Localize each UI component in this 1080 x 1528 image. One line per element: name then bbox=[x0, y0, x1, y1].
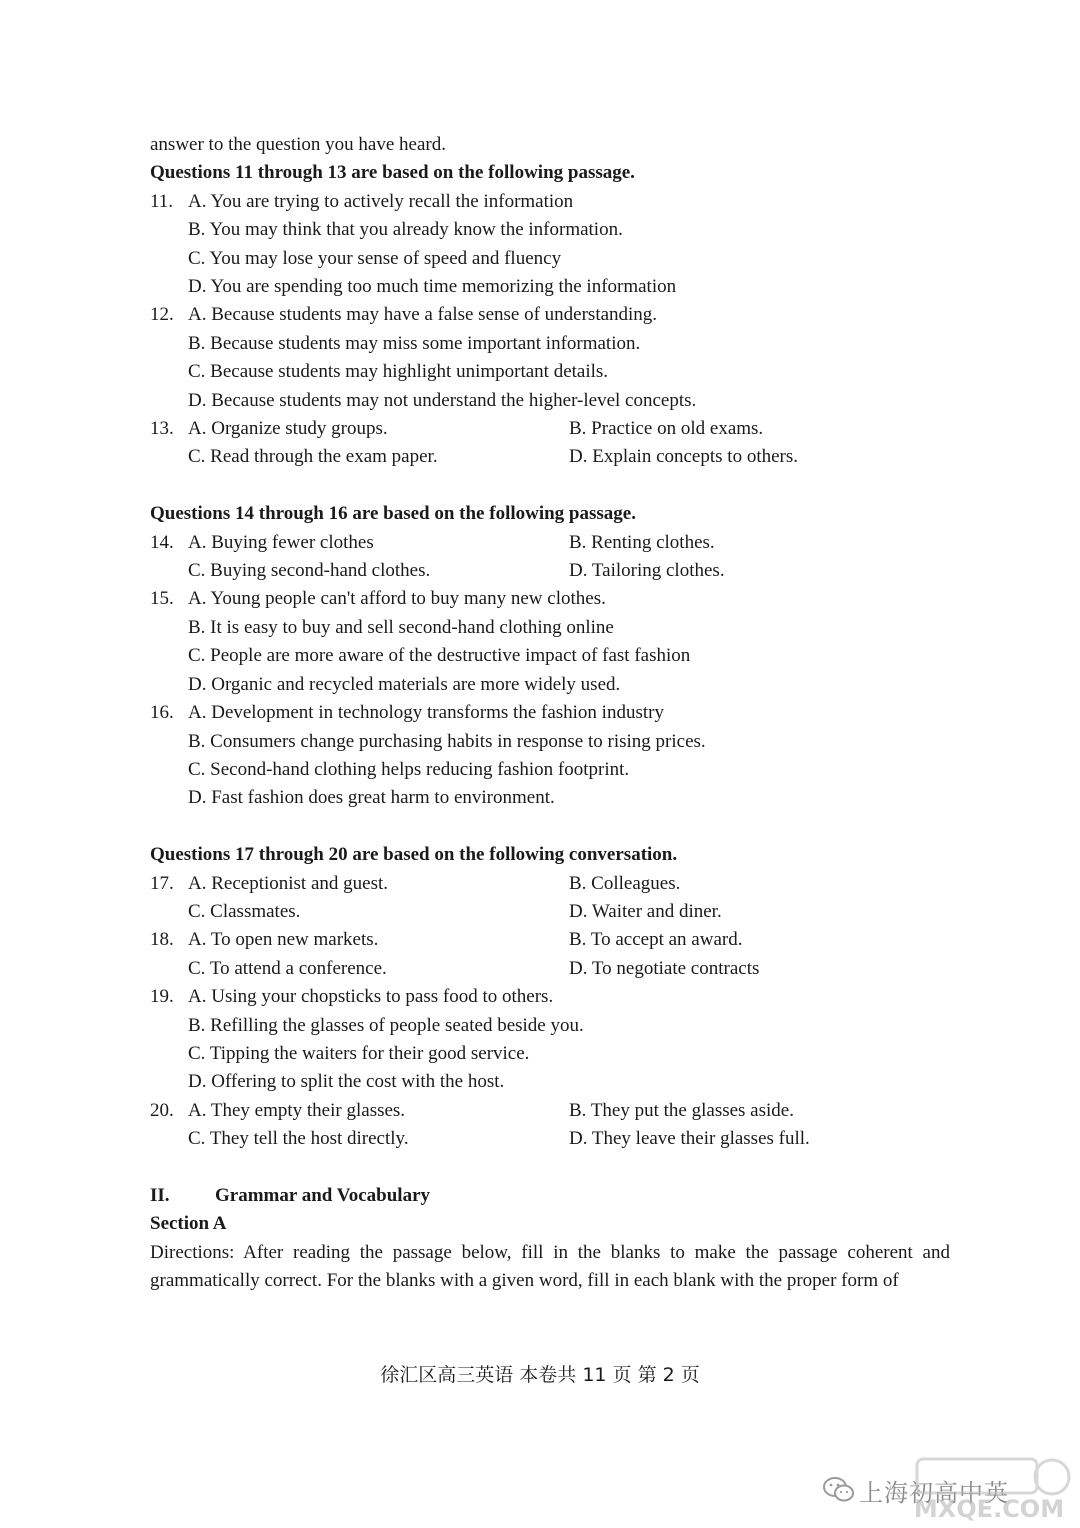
option-a: A. Buying fewer clothes bbox=[188, 531, 374, 553]
option-b: B. They put the glasses aside. bbox=[569, 1099, 794, 1121]
question-19 bbox=[150, 983, 950, 1011]
option-a: A. Receptionist and guest. bbox=[188, 872, 388, 894]
question-15-option-row bbox=[150, 671, 950, 699]
question-number: 13. bbox=[150, 418, 174, 440]
option-a: A. You are trying to actively recall the information bbox=[188, 190, 574, 212]
option-b: B. Because students may miss some important information. bbox=[188, 332, 641, 354]
question-17-option-row bbox=[150, 898, 950, 926]
question-16-option-row bbox=[150, 784, 950, 812]
question-19-option-row bbox=[150, 1012, 950, 1040]
watermark-text: 上海初高中英 bbox=[859, 1479, 1009, 1507]
question-number: 11. bbox=[150, 190, 174, 212]
question-18-option-row bbox=[150, 955, 950, 983]
question-13 bbox=[150, 415, 950, 443]
question-15-option-row bbox=[150, 642, 950, 670]
section-heading bbox=[150, 1182, 950, 1210]
watermark-logo-text: MXQE.COM bbox=[913, 1495, 1065, 1521]
section-number: II. bbox=[150, 1184, 170, 1206]
option-c: C. You may lose your sense of speed and fluency bbox=[188, 247, 562, 269]
option-d: D. Explain concepts to others. bbox=[569, 446, 799, 468]
question-18 bbox=[150, 926, 950, 954]
question-13-option-row bbox=[150, 443, 950, 471]
question-12-option-row bbox=[150, 358, 950, 386]
question-20-option-row bbox=[150, 1125, 950, 1153]
question-number: 15. bbox=[150, 588, 174, 610]
exam-page bbox=[150, 131, 950, 1296]
intro-line: answer to the question you have heard. bbox=[150, 134, 446, 155]
question-number: 17. bbox=[150, 872, 174, 894]
subsection-title: Section A bbox=[150, 1213, 227, 1235]
option-a: A. Development in technology transforms the fashion industry bbox=[188, 702, 664, 724]
question-20 bbox=[150, 1097, 950, 1125]
option-c: C. Read through the exam paper. bbox=[188, 446, 438, 468]
question-19-option-row bbox=[150, 1068, 950, 1096]
option-a: A. Because students may have a false sense of understanding. bbox=[188, 304, 658, 326]
question-14-option-row bbox=[150, 557, 950, 585]
question-number: 14. bbox=[150, 531, 174, 553]
option-d: D. Fast fashion does great harm to environment. bbox=[188, 787, 555, 809]
question-12-option-row bbox=[150, 330, 950, 358]
question-17 bbox=[150, 870, 950, 898]
question-14 bbox=[150, 529, 950, 557]
option-b: B. Practice on old exams. bbox=[569, 418, 764, 440]
question-number: 18. bbox=[150, 929, 174, 951]
question-number: 16. bbox=[150, 702, 174, 724]
option-d: D. They leave their glasses full. bbox=[569, 1128, 810, 1150]
question-12-option-row bbox=[150, 387, 950, 415]
group-heading: Questions 14 through 16 are based on the following passage. bbox=[150, 503, 636, 525]
question-11 bbox=[150, 188, 950, 216]
option-c: C. To attend a conference. bbox=[188, 957, 387, 979]
option-b: B. Renting clothes. bbox=[569, 531, 715, 553]
question-11-option-row bbox=[150, 245, 950, 273]
question-16-option-row bbox=[150, 756, 950, 784]
directions-line: grammatically correct. For the blanks with a given word, fill in each blank with the proper form of bbox=[150, 1270, 899, 1292]
option-c: C. Classmates. bbox=[188, 900, 301, 922]
option-a: A. Using your chopsticks to pass food to others. bbox=[188, 986, 554, 1008]
option-d: D. Because students may not understand the higher-level concepts. bbox=[188, 389, 697, 411]
spacer bbox=[150, 813, 950, 841]
question-15-option-row bbox=[150, 614, 950, 642]
watermark bbox=[815, 1455, 1075, 1523]
page-footer: 徐汇区高三英语 本卷共 11 页 第 2 页 bbox=[380, 1364, 700, 1386]
option-c: C. Tipping the waiters for their good service. bbox=[188, 1042, 530, 1064]
option-a: A. To open new markets. bbox=[188, 929, 379, 951]
option-c: C. They tell the host directly. bbox=[188, 1128, 409, 1150]
option-b: B. Colleagues. bbox=[569, 872, 681, 894]
wechat-icon bbox=[823, 1477, 855, 1503]
group-heading: Questions 11 through 13 are based on the following passage. bbox=[150, 162, 635, 184]
option-d: D. Waiter and diner. bbox=[569, 900, 722, 922]
option-d: D. Organic and recycled materials are more widely used. bbox=[188, 673, 621, 695]
question-16 bbox=[150, 699, 950, 727]
option-d: D. Tailoring clothes. bbox=[569, 560, 725, 582]
option-a: A. Organize study groups. bbox=[188, 418, 388, 440]
question-19-option-row bbox=[150, 1040, 950, 1068]
section-title: Grammar and Vocabulary bbox=[215, 1184, 431, 1206]
option-b: B. To accept an award. bbox=[569, 929, 743, 951]
question-11-option-row bbox=[150, 216, 950, 244]
option-b: B. Refilling the glasses of people seated beside you. bbox=[188, 1014, 584, 1036]
question-number: 12. bbox=[150, 304, 174, 326]
directions-line: Directions: After reading the passage below, fill in the blanks to make the passage coherent and bbox=[150, 1241, 950, 1263]
option-c: C. Second-hand clothing helps reducing fashion footprint. bbox=[188, 758, 630, 780]
option-b: B. Consumers change purchasing habits in response to rising prices. bbox=[188, 730, 706, 752]
option-d: D. Offering to split the cost with the host. bbox=[188, 1071, 505, 1093]
option-d: D. You are spending too much time memorizing the information bbox=[188, 276, 677, 298]
option-a: A. Young people can't afford to buy many new clothes. bbox=[188, 588, 606, 610]
option-c: C. People are more aware of the destructive impact of fast fashion bbox=[188, 645, 691, 667]
option-a: A. They empty their glasses. bbox=[188, 1099, 406, 1121]
option-c: C. Buying second-hand clothes. bbox=[188, 560, 431, 582]
question-16-option-row bbox=[150, 728, 950, 756]
question-number: 20. bbox=[150, 1099, 174, 1121]
spacer bbox=[150, 1154, 950, 1182]
option-b: B. It is easy to buy and sell second-hand clothing online bbox=[188, 616, 614, 638]
option-b: B. You may think that you already know the information. bbox=[188, 219, 623, 241]
question-number: 19. bbox=[150, 986, 174, 1008]
group-heading: Questions 17 through 20 are based on the following conversation. bbox=[150, 844, 678, 866]
question-11-option-row bbox=[150, 273, 950, 301]
spacer bbox=[150, 472, 950, 500]
question-15 bbox=[150, 585, 950, 613]
watermark-logo bbox=[907, 1455, 1072, 1521]
option-d: D. To negotiate contracts bbox=[569, 957, 760, 979]
option-c: C. Because students may highlight unimportant details. bbox=[188, 361, 609, 383]
question-12 bbox=[150, 301, 950, 329]
